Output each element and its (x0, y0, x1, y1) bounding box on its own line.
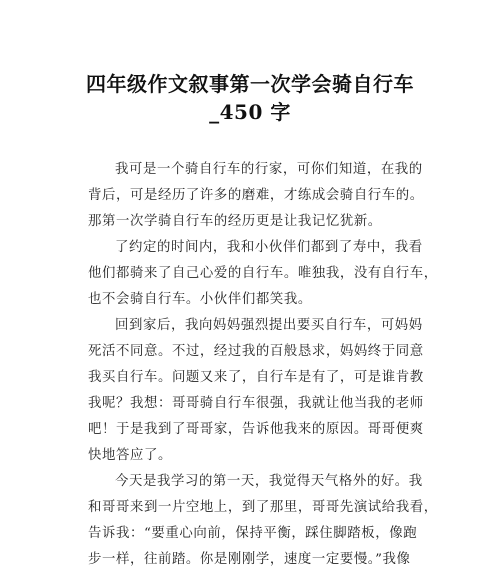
body-line: 快地答应了。 (88, 448, 172, 463)
body-line: 步一样，往前踏。你是刚刚学，速度一定要慢。”我像 (88, 552, 411, 567)
body-line: 也不会骑自行车。小伙伴们都笑我。 (88, 292, 312, 307)
body-line: 那第一次学骑自行车的经历更是让我记忆犹新。 (88, 214, 382, 229)
body-line: 告诉我：“要重心向前，保持平衡，踩住脚踏板，像跑 (88, 526, 418, 541)
body-line: 吧！于是我到了哥哥家，告诉他我来的原因。哥哥便爽 (88, 422, 424, 437)
document-title: 四年级作文叙事第一次学会骑自行车 (86, 72, 414, 96)
body-line: 我呢？我想：哥哥骑自行车很强，我就让他当我的老师 (88, 396, 424, 411)
body-line: 背后，可是经历了许多的磨难，才练成会骑自行车的。 (88, 188, 424, 203)
body-line: 和哥哥来到一片空地上，到了那里，哥哥先演试给我看， (88, 500, 438, 515)
body-line: 他们都骑来了自己心爱的自行车。唯独我，没有自行车， (88, 266, 438, 281)
body-line: 我买自行车。问题又来了，自行车是有了，可是谁肯教 (88, 370, 424, 385)
body-line: 我可是一个骑自行车的行家，可你们知道，在我的 (115, 162, 423, 177)
body-line: 回到家后，我向妈妈强烈提出要买自行车，可妈妈 (115, 318, 423, 333)
body-line: 今天是我学习的第一天，我觉得天气格外的好。我 (115, 474, 423, 489)
body-line: 了约定的时间内，我和小伙伴们都到了寿中，我看 (115, 240, 423, 255)
document-title-suffix: _450 字 (209, 100, 291, 124)
body-line: 死活不同意。不过，经过我的百般恳求，妈妈终于同意 (88, 344, 424, 359)
